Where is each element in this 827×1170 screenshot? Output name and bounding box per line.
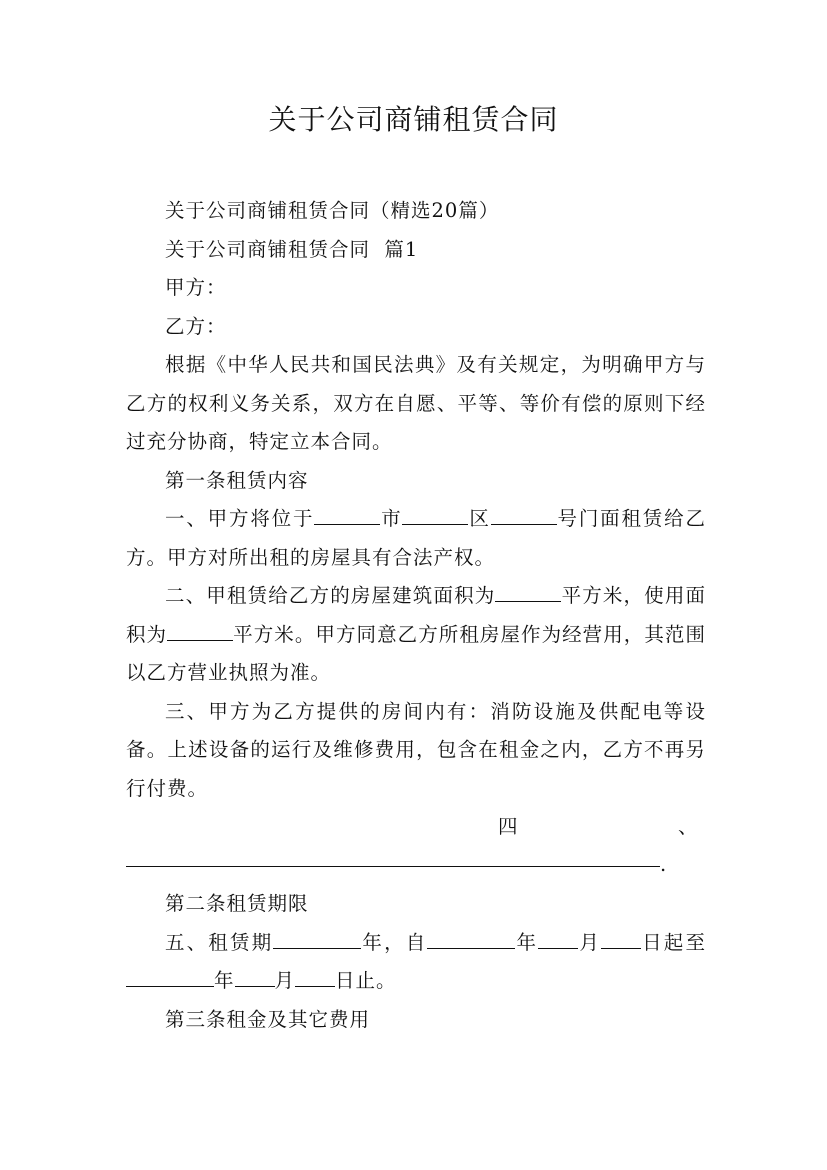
document-title: 关于公司商铺租赁合同 xyxy=(268,103,559,136)
clause-2-paragraph xyxy=(126,577,706,693)
clause-2-text-2: 平方米，使用面积为 xyxy=(126,584,706,646)
clause-5-paragraph xyxy=(126,924,706,1001)
end-day-blank[interactable] xyxy=(295,966,335,987)
start-month-blank[interactable] xyxy=(538,927,578,948)
clause-2-text-1: 二、甲租赁给乙方的房屋建筑面积为 xyxy=(165,584,496,607)
clause-1-paragraph xyxy=(126,500,706,577)
preamble-paragraph: 根据《中华人民共和国民法典》及有关规定，为明确甲方与乙方的权利义务关系，双方在自愿、平等、等价有偿的原则下经过充分协商，特定立本合同。 xyxy=(126,353,706,453)
clause-1-text-3: 区 xyxy=(468,507,491,530)
lease-years-blank[interactable] xyxy=(273,927,361,948)
clause-5-text-7: 月 xyxy=(274,969,296,992)
clause-4-number: 四 xyxy=(498,815,518,838)
article-1-heading: 第一条租赁内容 xyxy=(165,468,309,492)
clause-1-text-1: 一、甲方将位于 xyxy=(165,507,315,530)
end-month-blank[interactable] xyxy=(235,966,275,987)
clause-5-text-5: 日起至 xyxy=(641,930,706,954)
start-day-blank[interactable] xyxy=(601,927,641,948)
clause-4-comma: 、 xyxy=(678,815,698,838)
usable-area-blank[interactable] xyxy=(167,619,233,640)
clause-4-line xyxy=(126,808,706,885)
clause-5-text-3: 年 xyxy=(515,930,539,954)
clause-5-text-1: 五、租赁期 xyxy=(165,930,274,954)
clause-5-text-8: 日止。 xyxy=(335,969,397,992)
clause-3-paragraph: 三、甲方为乙方提供的房间内有：消防设施及供配电等设备。上述设备的运行及维修费用，包含在租金之内，乙方不再另行付费。 xyxy=(126,699,706,800)
article-3-heading: 第三条租金及其它费用 xyxy=(165,1007,371,1031)
section-heading: 关于公司商铺租赁合同 篇1 xyxy=(165,237,419,261)
clause-1-text-2: 市 xyxy=(380,507,403,530)
clause-5-text-6: 年 xyxy=(214,969,235,992)
building-area-blank[interactable] xyxy=(495,581,561,602)
document-body xyxy=(126,192,706,1039)
clause-2-text-3: 平方米。甲方同意乙方所租房屋作为经营用，其范围以乙方营业执照为准。 xyxy=(126,622,706,684)
party-b-line: 乙方： xyxy=(165,314,227,338)
party-a-line: 甲方： xyxy=(165,276,227,299)
start-year-blank[interactable] xyxy=(427,927,515,948)
clause-4-period: . xyxy=(660,853,667,876)
city-blank[interactable] xyxy=(314,504,380,525)
end-year-blank[interactable] xyxy=(126,966,214,987)
clause-5-text-2: 年，自 xyxy=(361,930,428,954)
number-blank[interactable] xyxy=(491,504,557,525)
clause-4-blank-line[interactable] xyxy=(126,866,660,867)
district-blank[interactable] xyxy=(402,504,468,525)
clause-5-text-4: 月 xyxy=(578,930,601,954)
article-2-heading: 第二条租赁期限 xyxy=(165,892,309,915)
document-subtitle: 关于公司商铺租赁合同（精选20篇） xyxy=(165,199,500,222)
clause-1-text-4: 号门面租赁给乙方。甲方对所出租的房屋具有合法产权。 xyxy=(126,507,706,569)
